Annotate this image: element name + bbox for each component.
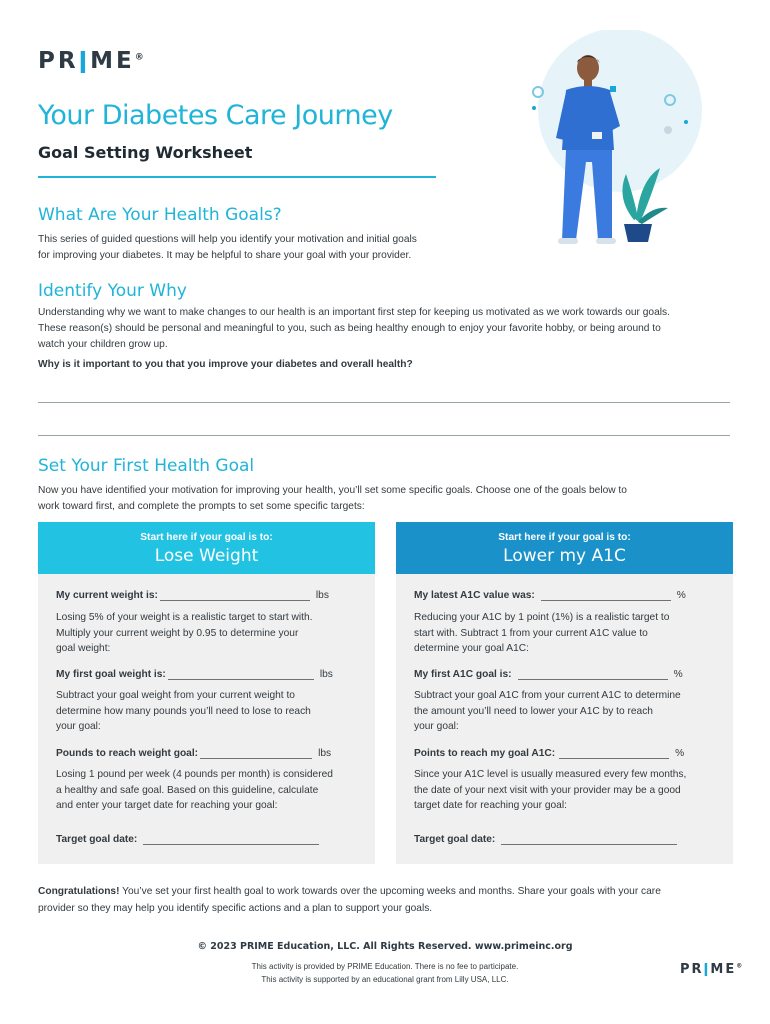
field-label: My first goal weight is:: [56, 669, 166, 680]
identify-why-line: Understanding why we want to make changes to our health is an important first step for keeping us motivated as we work towards our goals.: [38, 307, 670, 318]
field-label: My current weight is:: [56, 590, 158, 601]
desc-line: Since your A1C level is usually measured every few months,: [414, 769, 687, 780]
field-label: Points to reach my goal A1C:: [414, 748, 556, 759]
footer-logo: PRǀME®: [680, 962, 743, 977]
health-goals-line: for improving your diabetes. It may be helpful to share your goal with your provider.: [38, 250, 412, 261]
registered-mark: ®: [736, 962, 743, 970]
desc-line: Multiply your current weight by 0.95 to determine your: [56, 627, 299, 639]
unit-label: lbs: [319, 669, 333, 680]
prime-logo: [38, 48, 144, 74]
field-label: Target goal date:: [414, 834, 496, 845]
a1c-desc-3: [414, 767, 715, 814]
lose-weight-panel: [38, 522, 375, 864]
goal-a1c-field[interactable]: [414, 668, 715, 680]
a1c-target-date-input[interactable]: [501, 833, 677, 845]
points-to-reach-field[interactable]: [414, 747, 715, 759]
fine-print-1: This activity is provided by PRIME Education. There is no fee to participate.: [251, 962, 519, 971]
health-goals-heading: What Are Your Health Goals?: [38, 205, 282, 225]
field-label: My first A1C goal is:: [414, 669, 512, 680]
panel-kicker: Start here if your goal is to:: [498, 532, 631, 543]
unit-label: %: [673, 669, 683, 680]
answer-line-2[interactable]: [38, 435, 730, 436]
dna-strand-icon: ǀ: [78, 48, 91, 74]
desc-line: goal weight:: [56, 643, 111, 654]
weight-desc-1: [56, 610, 357, 657]
first-goal-line: work toward first, and complete the prompts to set some specific targets:: [38, 501, 365, 512]
copyright: © 2023 PRIME Education, LLC. All Rights Reserved. www.primeinc.org: [197, 941, 573, 952]
desc-line: target date for reaching your goal:: [414, 800, 567, 811]
congrats-line: provider so they may help you identify specific actions and a plan to support your goals.: [38, 903, 433, 914]
unit-label: %: [675, 748, 685, 759]
identify-why-line: These reason(s) should be personal and meaningful to you, such as being healthy enough to enjoy your favorite hobby, or being around to: [38, 323, 661, 334]
field-label: Target goal date:: [56, 834, 138, 845]
desc-line: start with. Subtract 1 from your current A1C value to: [414, 627, 648, 639]
desc-line: a healthy and safe goal. Based on this guideline, calculate: [56, 784, 319, 796]
title-divider: [38, 176, 436, 178]
lower-a1c-panel: [396, 522, 733, 864]
a1c-desc-2: [414, 688, 715, 735]
unit-label: %: [676, 590, 686, 601]
panel-kicker: Start here if your goal is to:: [140, 532, 273, 543]
latest-a1c-input[interactable]: [541, 589, 671, 601]
why-question: Why is it important to you that you improve your diabetes and overall health?: [38, 359, 413, 370]
health-goals-text: [38, 232, 417, 264]
identify-why-heading: Identify Your Why: [38, 281, 187, 301]
desc-line: and enter your target date for reaching your goal:: [56, 800, 278, 811]
registered-mark: ®: [134, 52, 144, 63]
dna-strand-icon: ǀ: [703, 962, 711, 977]
a1c-desc-1: [414, 610, 715, 657]
page-subtitle: Goal Setting Worksheet: [38, 143, 253, 162]
desc-line: your goal:: [56, 721, 101, 732]
desc-line: Reducing your A1C by 1 point (1%) is a realistic target to: [414, 612, 670, 623]
latest-a1c-field[interactable]: [414, 589, 715, 601]
desc-line: your goal:: [414, 721, 459, 732]
a1c-target-date-field[interactable]: [414, 833, 715, 845]
current-weight-field[interactable]: [56, 589, 357, 601]
unit-label: lbs: [315, 590, 329, 601]
identify-why-line: watch your children grow up.: [38, 339, 168, 350]
congrats-bold: Congratulations!: [38, 886, 120, 897]
lose-weight-header: [38, 522, 375, 574]
answer-line-1[interactable]: [38, 402, 730, 403]
lower-a1c-header: [396, 522, 733, 574]
panel-goal-title: Lower my A1C: [503, 546, 626, 566]
fine-print-2: This activity is supported by an educational grant from Lilly USA, LLC.: [261, 975, 509, 984]
current-weight-input[interactable]: [160, 589, 310, 601]
identify-why-text: [38, 305, 738, 353]
page-title: Your Diabetes Care Journey: [38, 100, 393, 131]
desc-line: the amount you’ll need to lower your A1C by to reach: [414, 705, 653, 717]
desc-line: Losing 1 pound per week (4 pounds per month) is considered: [56, 769, 333, 780]
desc-line: determine your goal A1C:: [414, 643, 529, 654]
points-to-reach-input[interactable]: [559, 747, 669, 759]
logo-text: PRǀME: [38, 48, 135, 74]
first-goal-heading: Set Your First Health Goal: [38, 456, 255, 476]
first-goal-text: [38, 483, 738, 515]
goal-weight-input[interactable]: [168, 668, 314, 680]
field-label: Pounds to reach weight goal:: [56, 748, 199, 759]
congrats-text: [38, 883, 738, 917]
panel-goal-title: Lose Weight: [154, 546, 259, 566]
unit-label: lbs: [318, 748, 332, 759]
person-illustration: [510, 30, 730, 260]
goal-a1c-input[interactable]: [518, 668, 668, 680]
desc-line: determine how many pounds you’ll need to lose to reach: [56, 705, 311, 717]
field-label: My latest A1C value was:: [414, 590, 535, 601]
weight-desc-2: [56, 688, 357, 735]
pounds-to-reach-input[interactable]: [200, 747, 312, 759]
desc-line: Subtract your goal weight from your current weight to: [56, 690, 295, 701]
desc-line: Losing 5% of your weight is a realistic target to start with.: [56, 612, 313, 623]
desc-line: the date of your next visit with your provider may be a good: [414, 784, 681, 796]
target-date-input[interactable]: [143, 833, 319, 845]
weight-desc-3: [56, 767, 357, 814]
desc-line: Subtract your goal A1C from your current A1C to determine: [414, 690, 681, 701]
first-goal-line: Now you have identified your motivation for improving your health, you’ll set some specific goals. Choose one of the goals below to: [38, 485, 627, 496]
health-goals-line: This series of guided questions will help you identify your motivation and initial goals: [38, 234, 417, 245]
pounds-to-reach-field[interactable]: [56, 747, 357, 759]
goal-weight-field[interactable]: [56, 668, 357, 680]
target-date-field[interactable]: [56, 833, 357, 845]
congrats-line: You’ve set your first health goal to work towards over the upcoming weeks and months. Share your goals with your care: [119, 886, 661, 897]
